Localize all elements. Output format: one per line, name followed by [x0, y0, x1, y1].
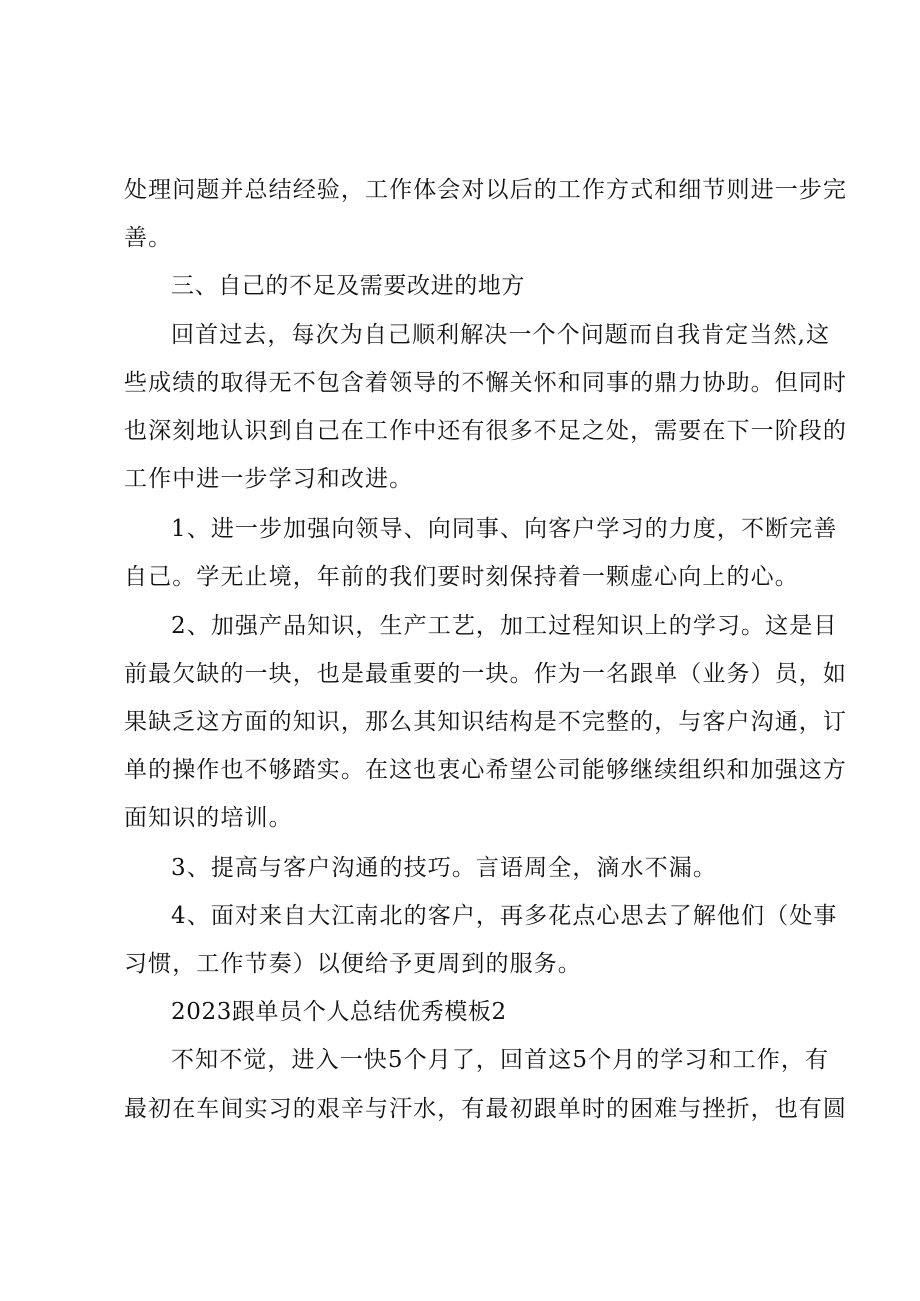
paragraph-line: 些成绩的取得无不包含着领导的不懈关怀和同事的鼎力协助。但同时: [124, 370, 847, 396]
paragraph-line: 回首过去，每次为自己顺利解决一个个问题而自我肯定当然,这: [171, 322, 831, 348]
paragraph-line: 善。: [124, 225, 173, 251]
list-item-line: 习惯，工作节奏）以便给予更周到的服务。: [124, 951, 582, 977]
list-item-line: 自己。学无止境，年前的我们要时刻保持着一颗虚心向上的心。: [124, 564, 799, 590]
list-item-line: 2、加强产品知识，生产工艺，加工过程知识上的学习。这是目: [171, 613, 838, 639]
paragraph-line: 处理问题并总结经验，工作体会对以后的工作方式和细节则进一步完: [124, 177, 847, 203]
list-item-line: 3、提高与客户沟通的技巧。言语周全，滴水不漏。: [171, 855, 717, 881]
list-item-line: 4、面对来自大江南北的客户，再多花点心思去了解他们（处事: [171, 903, 838, 929]
paragraph-line: 工作中进一步学习和改进。: [124, 466, 414, 492]
list-item-line: 果缺乏这方面的知识，那么其知识结构是不完整的，与客户沟通，订: [124, 709, 847, 735]
list-item-line: 面知识的培训。: [124, 805, 293, 831]
section-heading: 三、自己的不足及需要改进的地方: [171, 273, 525, 299]
section-heading: 2023跟单员个人总结优秀模板2: [171, 999, 507, 1025]
paragraph-line: 最初在车间实习的艰辛与汗水，有最初跟单时的困难与挫折，也有圆: [124, 1096, 847, 1122]
list-item-line: 单的操作也不够踏实。在这也衷心希望公司能够继续组织和加强这方: [124, 757, 847, 783]
paragraph-line: 也深刻地认识到自己在工作中还有很多不足之处，需要在下一阶段的: [124, 418, 847, 444]
list-item-line: 1、进一步加强向领导、向同事、向客户学习的力度，不断完善: [171, 516, 838, 542]
list-item-line: 前最欠缺的一块，也是最重要的一块。作为一名跟单（业务）员，如: [124, 661, 847, 687]
paragraph-line: 不知不觉，进入一快5个月了，回首这5个月的学习和工作，有: [171, 1047, 830, 1073]
